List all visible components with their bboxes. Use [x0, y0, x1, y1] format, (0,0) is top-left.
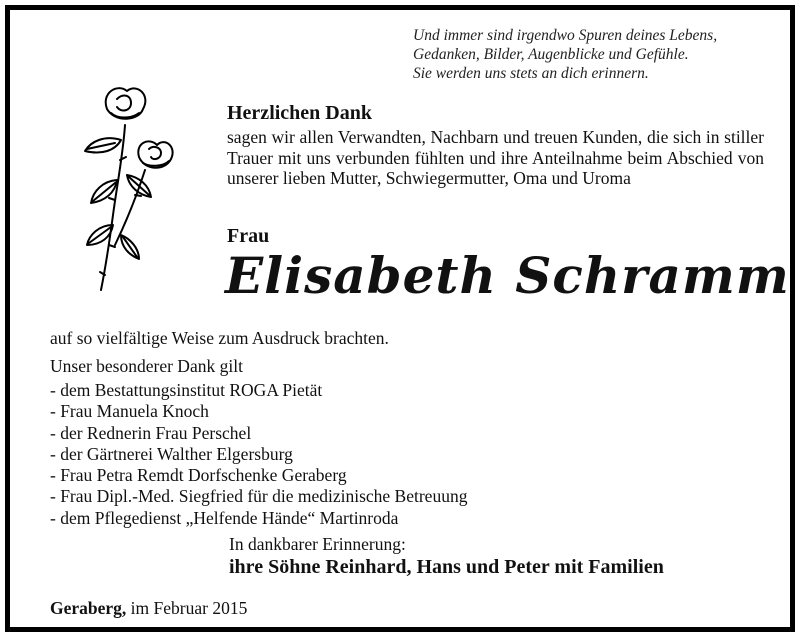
list-item: - der Rednerin Frau Perschel — [50, 422, 252, 443]
list-item: - Frau Dipl.-Med. Siegfried für die medizinische Betreuung — [50, 486, 468, 507]
list-item: - dem Pflegedienst „Helfende Hände“ Martinroda — [50, 507, 399, 528]
rose-icon — [65, 85, 180, 300]
poem — [413, 26, 717, 83]
date: im Februar 2015 — [130, 598, 248, 618]
expression-text: auf so vielfältige Weise zum Ausdruck brachten. — [50, 328, 389, 348]
family-signature: ihre Söhne Reinhard, Hans und Peter mit Familien — [229, 556, 664, 578]
deceased-name: Elisabeth Schramm — [225, 246, 790, 305]
poem-line-2: Gedanken, Bilder, Augenblicke und Gefühle. — [413, 46, 689, 63]
poem-line-1: Und immer sind irgendwo Spuren deines Lebens, — [413, 27, 718, 44]
thanks-body: sagen wir allen Verwandten, Nachbarn und treuen Kunden, die sich in stiller Trauer mit uns verbunden fühlten und ihre Anteilnahme beim Abschied von unserer lieben Mutter, Schwiegermutter, Oma und Uroma — [227, 127, 764, 188]
salutation: Frau — [227, 225, 270, 247]
place: Geraberg, — [50, 598, 127, 618]
thanks-title: Herzlichen Dank — [227, 102, 372, 124]
special-thanks-list — [50, 380, 467, 529]
memory-line: In dankbarer Erinnerung: — [229, 534, 406, 554]
obituary-card — [5, 5, 795, 632]
list-item: - der Gärtnerei Walther Elgersburg — [50, 443, 293, 464]
list-item: - Frau Manuela Knoch — [50, 401, 209, 422]
place-date — [50, 598, 247, 619]
list-item: - dem Bestattungsinstitut ROGA Pietät — [50, 380, 323, 400]
list-item: - Frau Petra Remdt Dorfschenke Geraberg — [50, 465, 347, 486]
poem-line-3: Sie werden uns stets an dich erinnern. — [413, 65, 649, 82]
special-thanks-intro: Unser besonderer Dank gilt — [50, 356, 243, 376]
